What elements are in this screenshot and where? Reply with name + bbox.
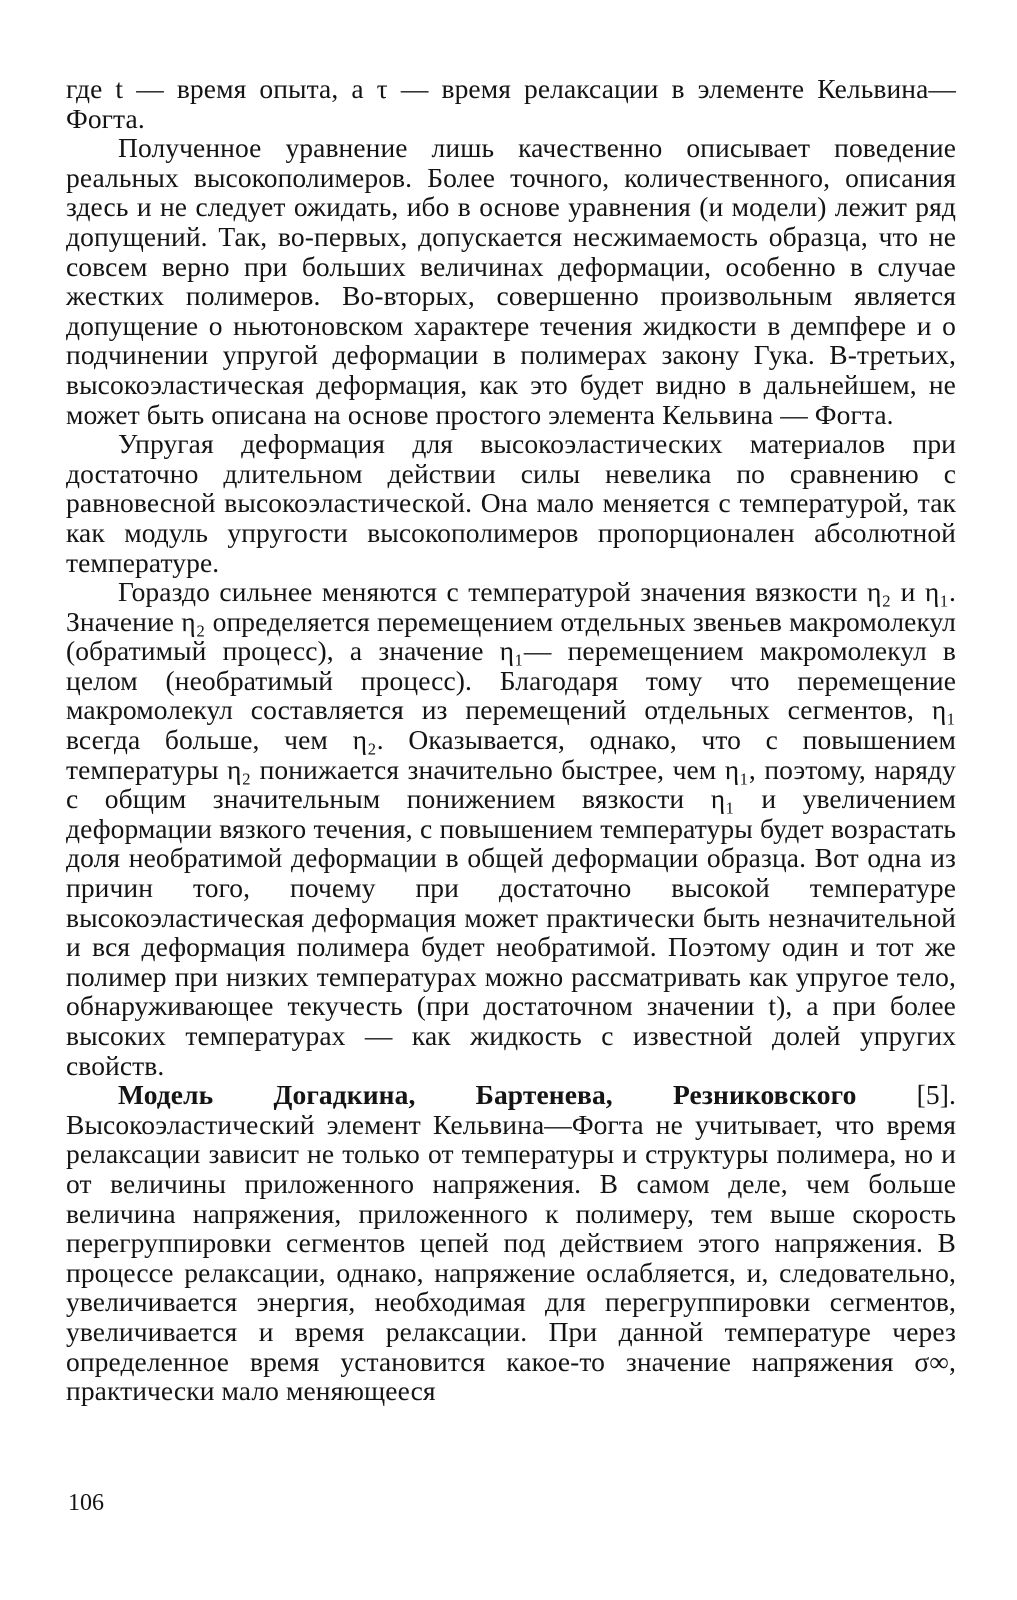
paragraph-elastic-deformation: Упругая деформация для высокоэластических материалов при достаточно длительном действии силы невелика по сравнению с равновесной высокоэластической. Она мало меняется с температурой, так как модуль упругости высокополимеров пропорционален абсолютной температуре.: [66, 428, 956, 578]
paragraph-model-limitations: Полученное уравнение лишь качественно описывает поведение реальных высокополимеров. Более точного, количественного, описания здесь и не следует ожидать, ибо в основе уравнения (и модели) лежит ряд допущений. Так, во-первых, допускается несжимаемость образца, что не совсем верно при больших величинах деформации, особенно в случае жестких полимеров. Во-вторых, совершенно произвольным является допущение о ньютоновском характере течения жидкости в демпфере и о подчинении упругой деформации в полимерах закону Гука. В-третьих, высокоэластическая деформация, как это будет видно в дальнейшем, не может быть описана на основе простого элемента Кельвина — Фогта.: [66, 132, 956, 430]
paragraph-intro: где t — время опыта, а τ — время релаксации в элементе Кельвина—Фогта.: [66, 73, 956, 134]
page-number: 106: [68, 1490, 104, 1516]
model-heading: Модель Догадкина, Бартенева, Резниковского: [118, 1079, 857, 1111]
paragraph-viscosity: Гораздо сильнее меняются с температурой значения вязкости η₂ и η₁. Значение η₂ определяется перемещением отдельных звеньев макромолекул (обратимый процесс), а значение η₁— перемещением макромолекул в целом (необратимый процесс). Благодаря тому что перемещение макромолекул составляется из перемещений отдельных сегментов, η₁ всегда больше, чем η₂. Оказывается, однако, что с повышением температуры η₂ понижается значительно быстрее, чем η₁, поэтому, наряду с общим значительным понижением вязкости η₁ и увеличением деформации вязкого течения, с повышением температуры будет возрастать доля необратимой деформации в общей деформации образца. Вот одна из причин того, почему при достаточно высокой температуре высокоэластическая деформация может практически быть незначительной и вся деформация полимера будет необратимой. Поэтому один и тот же полимер при низких температурах можно рассматривать как упругое тело, обнаруживающее текучесть (при достаточном значении t), а при более высоких температурах — как жидкость с известной долей упругих свойств.: [66, 576, 956, 1081]
document-page: [66, 74, 956, 1406]
paragraph-dogadkin-model: [66, 1080, 956, 1406]
model-description: [5]. Высокоэластический элемент Кельвина—Фогта не учитывает, что время релаксации зависит не только от температуры и структуры полимера, но и от величины приложенного напряжения. В самом деле, чем больше величина напряжения, приложенного к полимеру, тем выше скорость перегруппировки сегментов цепей под действием этого напряжения. В процессе релаксации, однако, напряжение ослабляется, и, следовательно, увеличивается энергия, необходимая для перегруппировки сегментов, увеличивается и время релаксации. При данной температуре через определенное время установится какое-то значение напряжения σ∞, практически мало меняющееся: [66, 1079, 956, 1407]
